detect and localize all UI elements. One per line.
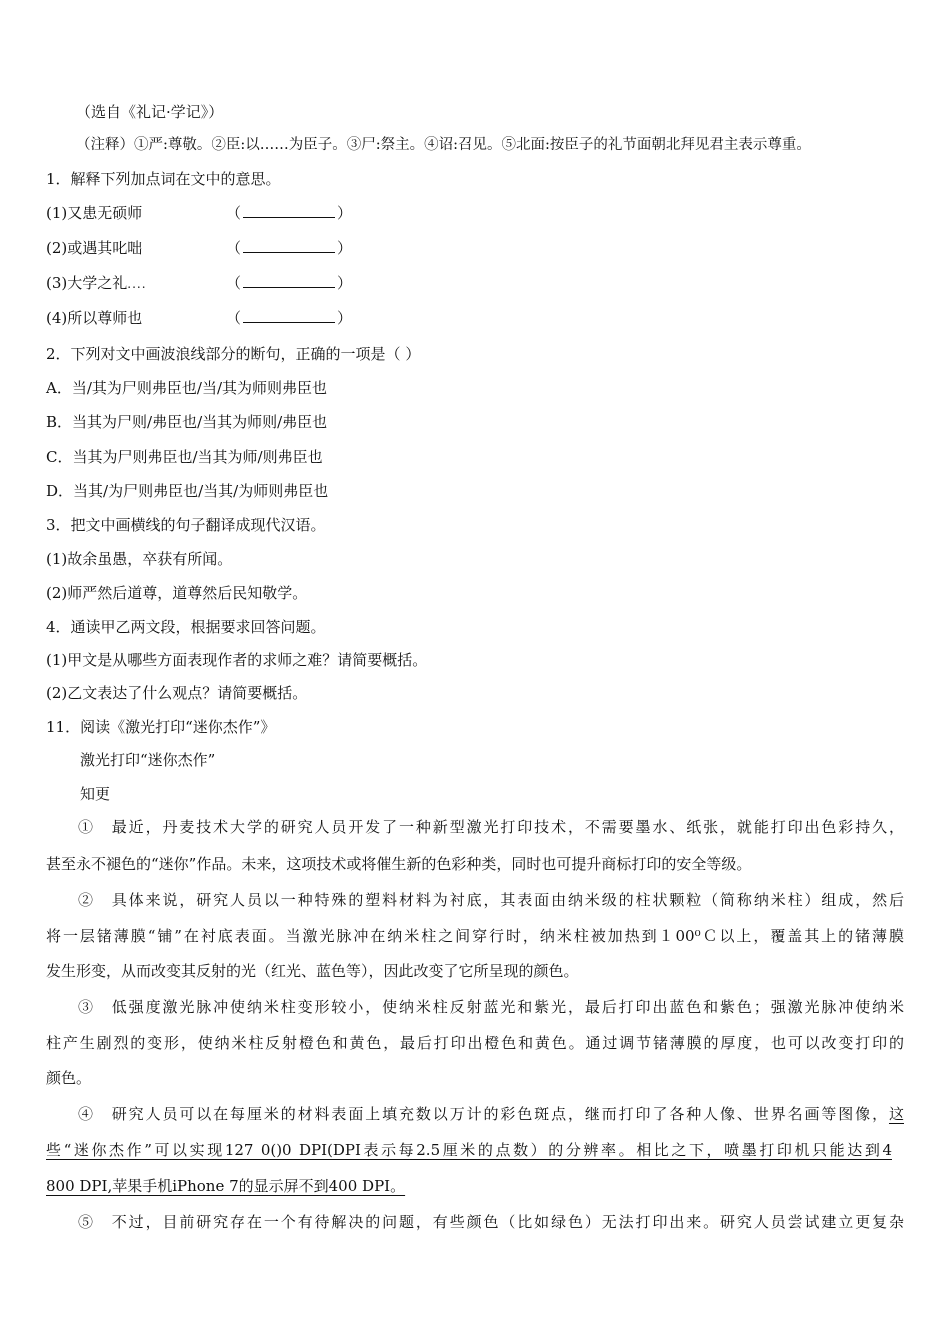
paren: ） [337, 204, 353, 222]
paren: （ [226, 309, 242, 327]
paragraph-2-line: 将一层锗薄膜“铺”在衬底表面。当激光脉冲在纳米柱之间穿行时，纳米柱被加热到１00⁰Ｃ以上，覆盖其上的锗薄膜 [46, 927, 904, 945]
question-1-stem: 1．解释下列加点词在文中的意思。 [46, 170, 281, 188]
source-citation: （选自《礼记·学记》） [76, 103, 224, 121]
underlined-sentence: 800 DPI,苹果手机iPhone 7的显示屏不到400 DPI。 [46, 1177, 406, 1195]
paragraph-1-line: ① 最近，丹麦技术大学的研究人员开发了一种新型激光打印技术，不需要墨水、纸张，就能打印出色彩持久， [78, 818, 904, 836]
answer-blank[interactable] [226, 273, 352, 293]
paragraph-2-line: 发生形变，从而改变其反射的光（红光、蓝色等），因此改变了它所呈现的颜色。 [46, 962, 579, 980]
paragraph-3-line: 柱产生剧烈的变形，使纳米柱反射橙色和黄色，最后打印出橙色和黄色。通过调节锗薄膜的厚度，也可以改变打印的 [46, 1034, 904, 1052]
answer-blank[interactable] [226, 203, 352, 223]
underlined-sentence: 这 [888, 1105, 904, 1123]
paragraph-5-line: ⑤ 不过，目前研究存在一个有待解决的问题，有些颜色（比如绿色）无法打印出来。研究人员尝试建立更复杂 [78, 1213, 904, 1231]
question-11-stem: 11．阅读《激光打印“迷你杰作”》 [46, 718, 276, 736]
underlined-sentence: 些“迷你杰作”可以实现127 0()0 DPI(DPI表示每2.5厘米的点数）的分辨率。相比之下，喷墨打印机只能达到4 [46, 1141, 892, 1159]
paragraph-2-line: ② 具体来说，研究人员以一种特殊的塑料材料为衬底，其表面由纳米级的柱状颗粒（简称纳米柱）组成，然后 [78, 891, 904, 909]
paren: （ [226, 274, 242, 292]
annotation-notes: （注释）①严:尊敬。②臣:以……为臣子。③尸:祭主。④诏:召见。⑤北面:按臣子的礼节面朝北拜见君主表示尊重。 [76, 137, 811, 153]
paragraph-4-text: ④ 研究人员可以在每厘米的材料表面上填充数以万计的彩色斑点，继而打印了各种人像、世界名画等图像， [78, 1105, 889, 1123]
paren: （ [226, 239, 242, 257]
q2-option-b[interactable]: B．当其为尸则/弗臣也/当其为师则/弗臣也 [46, 413, 328, 431]
q1-item-3 [46, 273, 353, 294]
paragraph-3-line: ③ 低强度激光脉冲使纳米柱变形较小，使纳米柱反射蓝光和紫光，最后打印出蓝色和紫色；强激光脉冲使纳米 [78, 998, 904, 1016]
q3-item-1: (1)故余虽愚，卒获有所闻。 [46, 550, 233, 568]
article-title: 激光打印“迷你杰作” [80, 751, 216, 769]
q1-item-text: (4)所以尊师也 [46, 309, 143, 327]
q1-item-text: (2)或遇其叱咄 [46, 239, 143, 257]
q1-item-text: (3)大学之礼 [46, 274, 128, 292]
answer-blank[interactable] [226, 238, 352, 258]
paragraph-1-line: 甚至永不褪色的“迷你”作品。未来，这项技术或将催生新的色彩种类，同时也可提升商标打印的安全等级。 [46, 855, 752, 873]
q2-option-d[interactable]: D．当其/为尸则弗臣也/当其/为师则弗臣也 [46, 482, 329, 500]
q3-item-2: (2)师严然后道尊，道尊然后民知敬学。 [46, 584, 308, 602]
q1-item-2 [46, 238, 353, 258]
paren: （ [226, 204, 242, 222]
paren: ） [337, 239, 353, 257]
q1-item-1 [46, 203, 353, 223]
paren: ） [337, 309, 353, 327]
question-4-stem: 4．通读甲乙两文段，根据要求回答问题。 [46, 618, 326, 636]
emphasis-dots: .... [127, 277, 147, 291]
question-2-stem: 2．下列对文中画波浪线部分的断句，正确的一项是（ ） [46, 345, 421, 363]
q2-option-a[interactable]: A．当/其为尸则弗臣也/当/其为师则弗臣也 [46, 379, 327, 397]
question-3-stem: 3．把文中画横线的句子翻译成现代汉语。 [46, 516, 326, 534]
q4-item-2: (2)乙文表达了什么观点？请简要概括。 [46, 684, 308, 702]
paragraph-4-line [78, 1104, 904, 1124]
q1-item-4 [46, 308, 353, 328]
answer-blank[interactable] [226, 308, 352, 328]
paren: ） [337, 274, 353, 292]
q4-item-1: (1)甲文是从哪些方面表现作者的求师之难？请简要概括。 [46, 651, 428, 669]
q1-item-text: (1)又患无硕师 [46, 204, 143, 222]
q2-option-c[interactable]: C．当其为尸则弗臣也/当其为师/则弗臣也 [46, 448, 323, 466]
article-author: 知更 [80, 785, 111, 803]
paragraph-3-line: 颜色。 [46, 1069, 92, 1087]
